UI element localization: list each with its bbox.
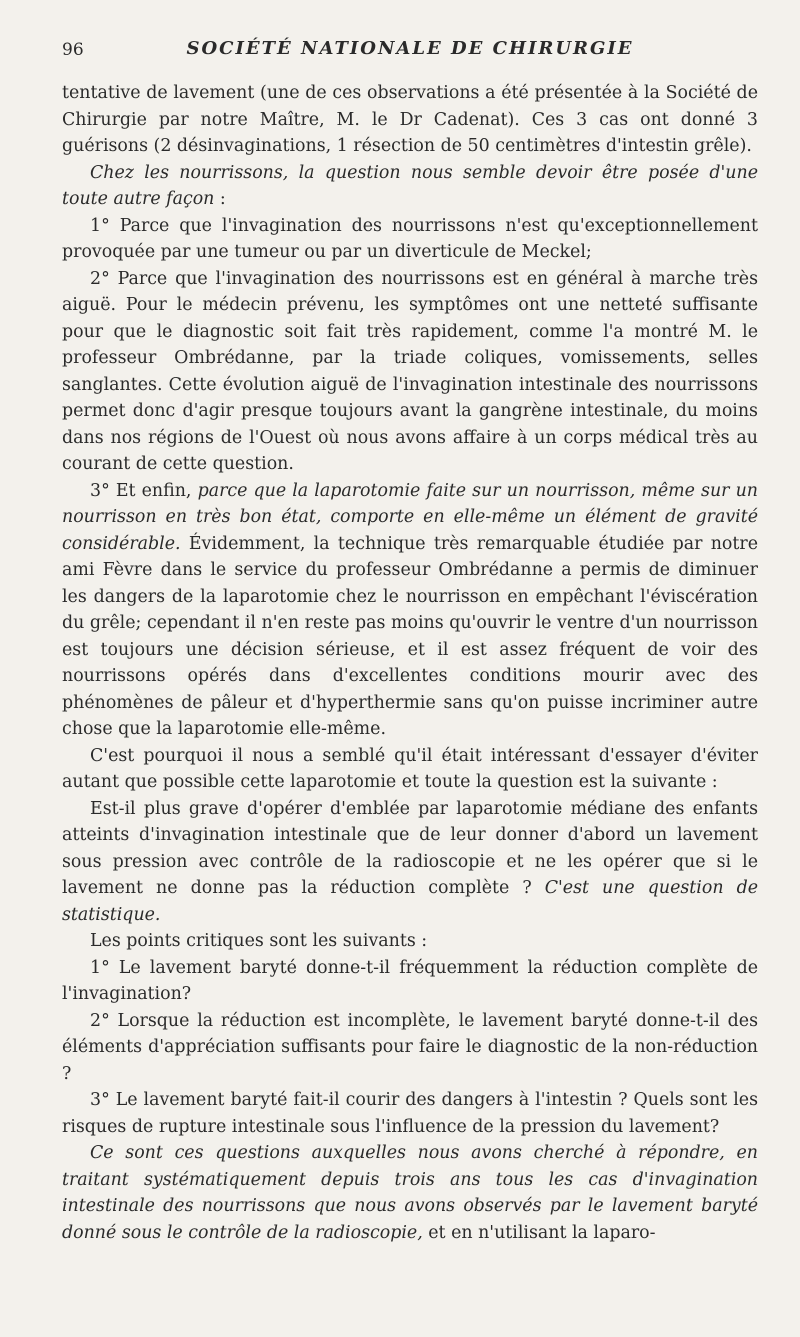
paragraph-italic: C'est une question de statistique. (62, 878, 758, 925)
paragraph-italic: Chez les nourrissons, la question nous semble devoir être posée d'une toute autre façon (62, 162, 758, 209)
paragraph-text: Évidemment, la technique très remarquable étudiée par notre ami Fèvre dans le service du professeur Ombrédanne a permis de diminuer les dangers de la laparotomie chez le nourrisson en empêchant l'éviscération du grêle; cependant il n'en reste pas moins qu'ouvrir le ventre d'un nourrisson est toujours une décision sérieuse, et il est assez fréquent de voir des nourrissons opérés dans d'excellentes conditions mourir avec des phénomènes de pâleur et d'hyperthermie sans qu'on puisse incriminer autre chose que la laparotomie elle-même. (62, 533, 758, 739)
paragraph (62, 1008, 758, 1088)
paragraph (62, 266, 758, 478)
paragraph-italic: Ce sont ces questions auxquelles nous avons cherché à répondre, en traitant systématiquement depuis trois ans tous les cas d'invagination intestinale des nourrissons que nous avons observés par le lavement baryté donné sous le contrôle de la radioscopie, (62, 1143, 758, 1243)
paragraph (62, 743, 758, 796)
page-number: 96 (62, 40, 84, 60)
paragraph (62, 478, 758, 743)
paragraph (62, 1140, 758, 1246)
paragraph-lead: 3° Et enfin, (90, 480, 198, 501)
paragraph (62, 928, 758, 955)
page-header (62, 0, 758, 80)
paragraph-text: C'est pourquoi il nous a semblé qu'il était intéressant d'essayer d'éviter autant que possible cette laparotomie et toute la question est la suivante : (62, 745, 758, 792)
paragraph-italic: parce que la laparotomie faite sur un nourrisson, même sur un nourrisson en très bon état, comporte en elle-même un élément de gravité considérable. (62, 480, 758, 554)
paragraph (62, 160, 758, 213)
paragraph (62, 213, 758, 266)
paragraph-text: 2° Lorsque la réduction est incomplète, le lavement baryté donne-t-il des éléments d'appréciation suffisants pour faire le diagnostic de la non-réduction ? (62, 1010, 758, 1084)
paragraph-text: : (214, 189, 226, 209)
paragraph (62, 796, 758, 929)
paragraph-text: et en n'utilisant la laparo- (422, 1222, 656, 1243)
paragraph-text: 3° Le lavement baryté fait-il courir des dangers à l'intestin ? Quels sont les risques de rupture intestinale sous l'influence de la pression du lavement? (62, 1090, 758, 1137)
running-head: SOCIÉTÉ NATIONALE DE CHIRURGIE (186, 38, 634, 59)
paragraph-text: Est-il plus grave d'opérer d'emblée par laparotomie médiane des enfants atteints d'invagination intestinale que de leur donner d'abord un lavement sous pression avec contrôle de la radioscopie et ne les opérer que si le lavement ne donne pas la réduction complète ? (62, 798, 758, 898)
paragraph-text: 2° Parce que l'invagination des nourrissons est en général à marche très aiguë. Pour le médecin prévenu, les symptômes ont une netteté suffisante pour que le diagnostic soit fait très rapidement, comme l'a montré M. le professeur Ombrédanne, par la triade coliques, vomissements, selles sanglantes. Cette évolution aiguë de l'invagination intestinale des nourrissons permet donc d'agir presque toujours avant la gangrène intestinale, du moins dans nos régions de l'Ouest où nous avons affaire à un corps médical très au courant de cette question. (62, 268, 758, 474)
paragraph (62, 80, 758, 160)
paragraph-text: 1° Parce que l'invagination des nourrissons n'est qu'exceptionnellement provoquée par une tumeur ou par un diverticule de Meckel; (62, 215, 758, 262)
paragraph-text: 1° Le lavement baryté donne-t-il fréquemment la réduction complète de l'invagination? (62, 957, 758, 1004)
paragraph (62, 955, 758, 1008)
paragraph-text: Les points critiques sont les suivants : (90, 931, 428, 951)
body-text (62, 80, 758, 1246)
paragraph-text: tentative de lavement (une de ces observations a été présentée à la Société de Chirurgie par notre Maître, M. le Dr Cadenat). Ces 3 cas ont donné 3 guérisons (2 désinvaginations, 1 résection de 50 centimètres d'intestin grêle). (62, 83, 758, 156)
paragraph (62, 1087, 758, 1140)
